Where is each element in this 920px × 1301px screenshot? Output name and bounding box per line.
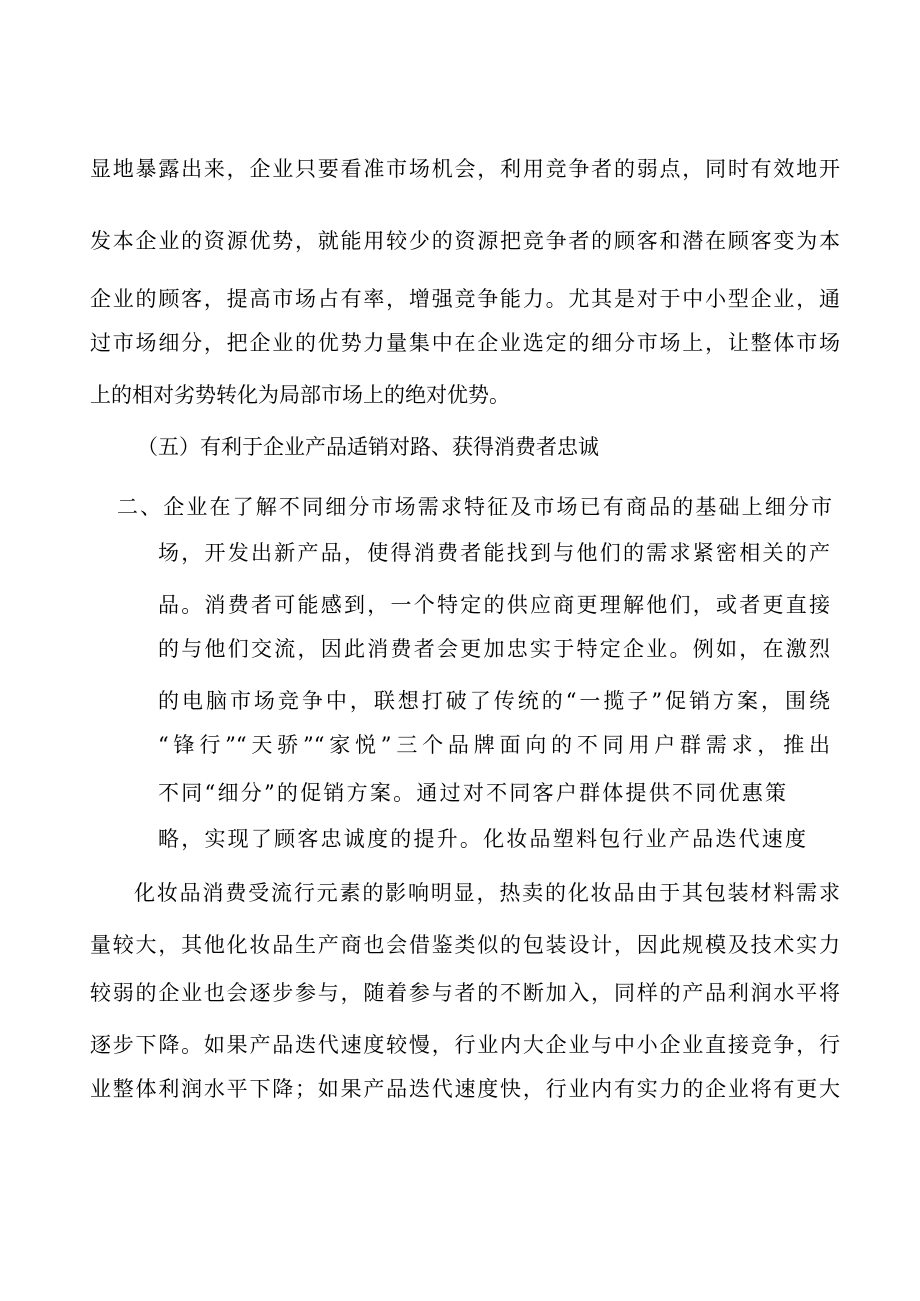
list-item-line: 的电脑市场竞争中，联想打破了传统的“一揽子”促销方案，围绕 <box>158 689 830 713</box>
paragraph-2-line: 较弱的企业也会逐步参与，随着参与者的不断加入，同样的产品利润水平将 <box>90 981 840 1005</box>
paragraph-1-line: 企业的顾客，提高市场占有率，增强竞争能力。尤其是对于中小型企业，通 <box>90 287 840 311</box>
list-item-line: 的与他们交流，因此消费者会更加忠实于特定企业。例如，在激烈 <box>158 637 830 661</box>
paragraph-1-line: 上的相对劣势转化为局部市场上的绝对优势。 <box>90 383 510 407</box>
paragraph-2-line: 业整体利润水平下降；如果产品迭代速度快，行业内有实力的企业将有更大 <box>90 1077 840 1101</box>
list-item-line: 略，实现了顾客忠诚度的提升。化妆品塑料包行业产品迭代速度 <box>158 827 806 851</box>
list-item-line: 品。消费者可能感到，一个特定的供应商更理解他们，或者更直接 <box>158 593 830 617</box>
paragraph-1-line: 发本企业的资源优势，就能用较少的资源把竞争者的顾客和潜在顾客变为本 <box>90 229 840 253</box>
list-item-line: 不同“细分”的促销方案。通过对不同客户群体提供不同优惠策 <box>158 781 786 805</box>
list-item-line: “锋行”“天骄”“家悦”三个品牌面向的不同用户群需求，推出 <box>158 733 830 757</box>
paragraph-2-line: 化妆品消费受流行元素的影响明显，热卖的化妆品由于其包装材料需求 <box>134 881 840 905</box>
list-item-line: 二、企业在了解不同细分市场需求特征及市场已有商品的基础上细分市 <box>117 495 832 519</box>
paragraph-1-line: 显地暴露出来，企业只要看准市场机会，利用竞争者的弱点，同时有效地开 <box>90 157 840 181</box>
paragraph-2-line: 逐步下降。如果产品迭代速度较慢，行业内大企业与中小企业直接竞争，行 <box>90 1033 840 1057</box>
paragraph-2-line: 量较大，其他化妆品生产商也会借鉴类似的包装设计，因此规模及技术实力 <box>90 933 840 957</box>
section-subheading: （五）有利于企业产品适销对路、获得消费者忠诚 <box>137 435 599 459</box>
list-item-line: 场，开发出新产品，使得消费者能找到与他们的需求紧密相关的产 <box>158 541 830 565</box>
paragraph-1-line: 过市场细分，把企业的优势力量集中在企业选定的细分市场上，让整体市场 <box>90 331 840 355</box>
